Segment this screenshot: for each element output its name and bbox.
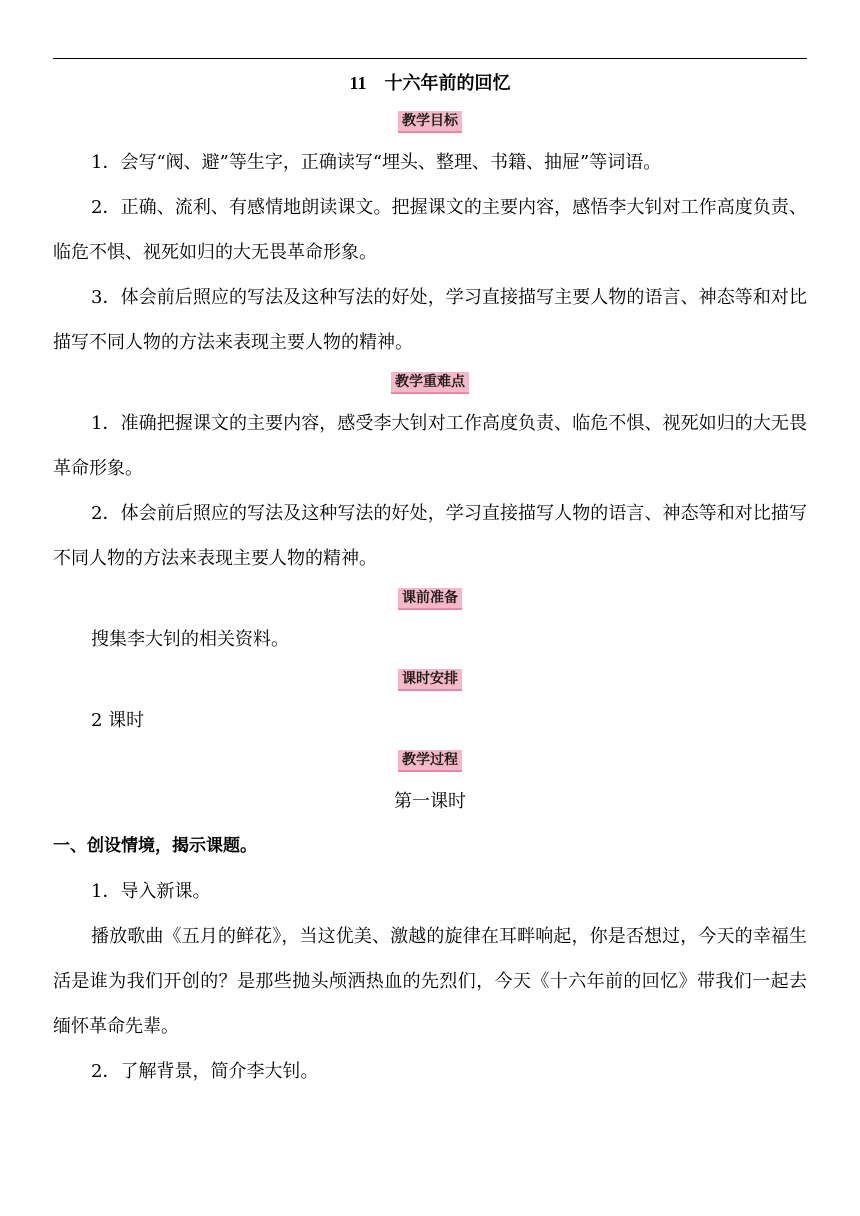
process-item-3: 2．了解背景，简介李大钊。 (91, 1061, 319, 1082)
section-badge-keypoints: 教学重难点 (391, 372, 469, 394)
document-body (53, 66, 807, 1094)
schedule-text: 2 课时 (91, 710, 145, 731)
goal-item-2: 2．正确、流利、有感情地朗读课文。把握课文的主要内容，感悟李大钊对工作高度负责、临危不惧、视死如归的大无畏革命形象。 (53, 197, 807, 263)
section-preparation-header (53, 587, 807, 613)
lesson-title-text: 十六年前的回忆 (384, 73, 511, 94)
section-keypoints-header (53, 371, 807, 397)
lesson-number: 11 (349, 73, 367, 93)
section-process-header (53, 749, 807, 775)
goal-item-1: 1．会写“阀、避”等生字，正确读写“埋头、整理、书籍、抽屉”等词语。 (91, 152, 662, 173)
section-badge-goals: 教学目标 (398, 111, 462, 133)
period-heading: 第一课时 (394, 791, 466, 812)
section-goals-header (53, 110, 807, 136)
keypoint-item-1: 1．准确把握课文的主要内容，感受李大钊对工作高度负责、临危不惧、视死如归的大无畏革命形象。 (53, 413, 807, 479)
header-rule (53, 58, 807, 59)
process-item-1: 1．导入新课。 (91, 881, 211, 902)
keypoint-item-2: 2．体会前后照应的写法及这种写法的好处，学习直接描写人物的语言、神态等和对比描写不同人物的方法来表现主要人物的精神。 (53, 503, 807, 569)
step-heading: 一、创设情境，揭示课题。 (53, 836, 257, 856)
section-badge-schedule: 课时安排 (398, 669, 462, 691)
process-item-2: 播放歌曲《五月的鲜花》，当这优美、激越的旋律在耳畔响起，你是否想过，今天的幸福生活是谁为我们开创的？是那些抛头颅洒热血的先烈们，今天《十六年前的回忆》带我们一起去缅怀革命先辈。 (53, 926, 807, 1037)
section-badge-preparation: 课前准备 (398, 588, 462, 610)
section-schedule-header (53, 668, 807, 694)
preparation-text: 搜集李大钊的相关资料。 (91, 629, 289, 650)
section-badge-process: 教学过程 (398, 750, 462, 772)
lesson-title (53, 66, 807, 100)
goal-item-3: 3．体会前后照应的写法及这种写法的好处，学习直接描写主要人物的语言、神态等和对比描写不同人物的方法来表现主要人物的精神。 (53, 287, 807, 353)
